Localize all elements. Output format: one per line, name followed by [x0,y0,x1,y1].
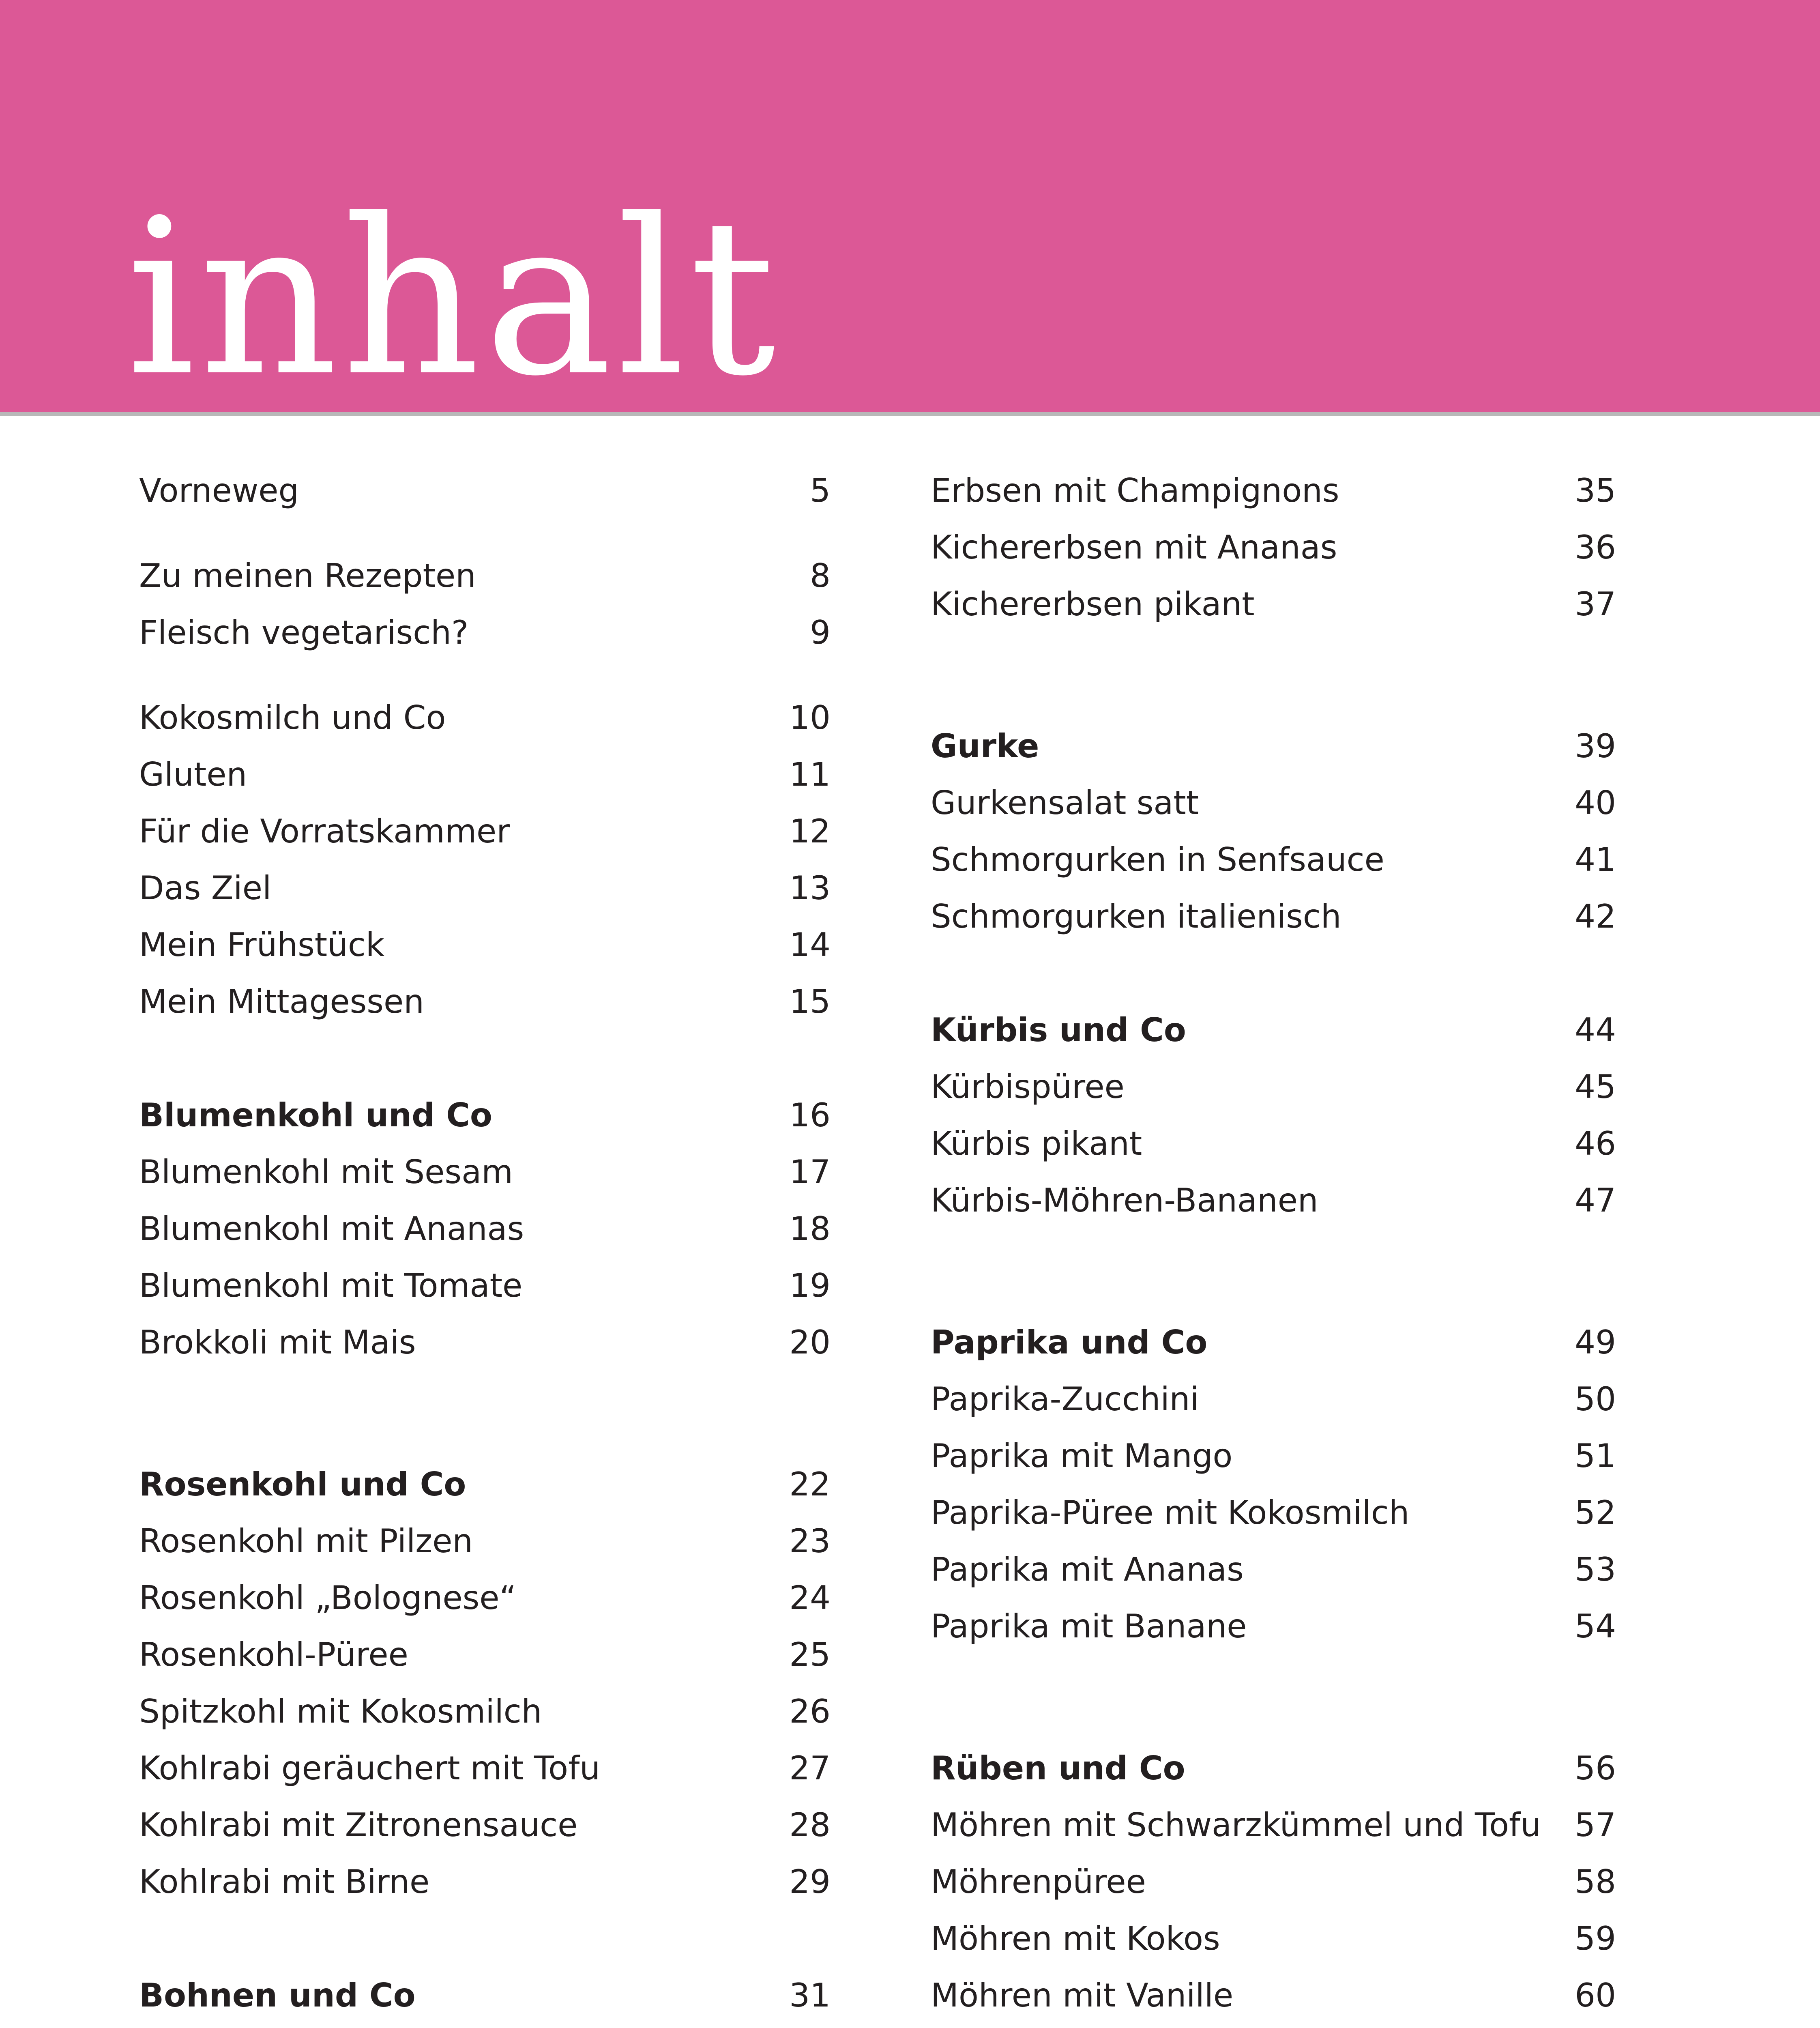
toc-entry-page: 53 [1575,1551,1616,1588]
toc-entry [931,1969,1616,2022]
toc-entry-title: Gluten [139,756,247,793]
toc-entry-page: 54 [1575,1607,1616,1645]
toc-entry-title: Spitzkohl mit Kokosmilch [139,1693,542,1730]
toc-entry-title: Blumenkohl mit Tomate [139,1267,523,1304]
toc-entry-title: Rosenkohl und Co [139,1465,466,1503]
toc-entry-title: Mein Mittagessen [139,983,424,1020]
toc-section-heading [931,1742,1616,1795]
toc-entry-title: Brokkoli mit Mais [139,1323,416,1361]
toc-entry-page: 22 [789,1465,831,1503]
toc-entry-page: 56 [1575,1749,1616,1787]
toc-entry-page: 10 [789,699,831,737]
toc-entry-page: 49 [1575,1323,1616,1361]
toc-entry-title: Paprika und Co [931,1323,1208,1361]
toc-entry-title: Rosenkohl-Püree [139,1636,408,1674]
toc-entry-page: 40 [1575,784,1616,822]
toc-entry-title: Paprika mit Banane [931,1607,1247,1645]
toc-entry [931,578,1616,631]
toc-entry-page: 60 [1575,1976,1616,2014]
toc-entry-page: 45 [1575,1068,1616,1106]
toc-entry-page: 57 [1575,1806,1616,1844]
toc-entry-title: Gurke [931,727,1039,765]
toc-entry-title: Fleisch vegetarisch? [139,614,469,651]
toc-entry-title: Zu meinen Rezepten [139,557,476,595]
toc-entry-title: Möhren mit Kokos [931,1920,1220,1957]
toc-entry-page: 58 [1575,1863,1616,1901]
toc-entry-page [1575,2026,1616,2028]
toc-entry [931,1117,1616,1170]
toc-entry-title: Kichererbsen mit Ananas [931,528,1337,566]
toc-entry-title: Mein Frühstück [139,926,385,964]
toc-entry-page: 12 [789,812,831,850]
toc-entry [931,777,1616,829]
toc-entry-page: 9 [810,614,831,651]
toc-entry-title: Blumenkohl mit Sesam [139,1153,513,1191]
page-title: inhalt [127,173,780,416]
toc-entry-page: 50 [1575,1380,1616,1418]
toc-section-heading [931,1004,1616,1057]
toc-entry-title: Kürbis und Co [931,1011,1186,1049]
toc-entry-page: 25 [789,1636,831,1674]
toc-entry [931,1174,1616,1227]
toc-entry-page: 11 [789,756,831,793]
toc-entry-title: Kürbis-Möhren-Bananen [931,1182,1318,1219]
toc-entry-title: Kohlrabi geräuchert mit Tofu [139,1749,600,1787]
toc-entry-page: 35 [1575,472,1616,509]
toc-entry-title: Das Ziel [139,869,272,907]
toc-entry-title: Kürbis pikant [931,1125,1142,1162]
toc-entry-page: 15 [789,983,831,1020]
toc-entry-title: Paprika mit Ananas [931,1551,1244,1588]
toc-entry-page: 37 [1575,585,1616,623]
toc-entry-page: 42 [1575,898,1616,935]
toc-entry [931,464,1616,517]
toc-entry-page: 24 [789,1579,831,1617]
toc-entry-title: Möhren mit Schwarzkümmel und Tofu [931,1806,1541,1844]
toc-entry-page: 36 [1575,528,1616,566]
toc-entry-page: 18 [789,1210,831,1248]
toc-entry-page: 41 [1575,841,1616,879]
toc-entry-page: 39 [1575,727,1616,765]
toc-entry-title: Möhren mit Vanille [931,1976,1234,2014]
toc-entry-page: 19 [789,1267,831,1304]
toc-entry-title: Gurkensalat satt [931,784,1199,822]
toc-entry [931,1487,1616,1539]
toc-entry-page: 28 [789,1806,831,1844]
toc-entry [931,1543,1616,1596]
toc-entry-title [931,2026,1339,2028]
toc-entry-page: 27 [789,1749,831,1787]
toc-entry-title: Blumenkohl mit Ananas [139,1210,524,1248]
toc-entry-page: 52 [1575,1494,1616,1532]
toc-entry-page: 44 [1575,1011,1616,1049]
toc-entry-page: 26 [789,1693,831,1730]
toc-entry [931,1430,1616,1482]
toc-entry-title: Vorneweg [139,472,299,509]
toc-entry [931,1856,1616,1908]
toc-entry-title: Kohlrabi mit Birne [139,1863,430,1901]
toc-entry-page: 47 [1575,1182,1616,1219]
toc-entry [931,1373,1616,1426]
toc-entry-title: Schmorgurken italienisch [931,898,1341,935]
toc-entry-title: Bohnen und Co [139,1976,416,2014]
toc-entry-title: Rosenkohl mit Pilzen [139,1522,473,1560]
toc-entry-title: Schmorgurken in Senfsauce [931,841,1384,879]
toc-entry-title: Paprika-Püree mit Kokosmilch [931,1494,1410,1532]
toc-entry-page: 17 [789,1153,831,1191]
toc-entry-page: 20 [789,1323,831,1361]
toc-entry [931,2026,1616,2028]
toc-entry-title: Kichererbsen pikant [931,585,1255,623]
toc-entry-title: Rosenkohl „Bolognese“ [139,1579,516,1617]
toc-entry-title: Erbsen mit Champignons [931,472,1339,509]
toc-entry [931,1912,1616,1965]
toc-entry-title: Paprika mit Mango [931,1437,1233,1475]
toc-entry [931,1600,1616,1653]
toc-section-heading [931,720,1616,773]
toc-entry-title: Für die Vorratskammer [139,812,510,850]
toc-entry-page: 29 [789,1863,831,1901]
toc-entry-title: Kürbispüree [931,1068,1125,1106]
toc-entry-page: 8 [810,557,831,595]
toc-entry-page: 16 [789,1096,831,1134]
toc-entry-page: 5 [810,472,831,509]
toc-entry [931,890,1616,943]
toc-entry-page: 13 [789,869,831,907]
toc-entry-title: Rüben und Co [931,1749,1185,1787]
toc-entry-title: Kohlrabi mit Zitronensauce [139,1806,578,1844]
toc-entry [931,1061,1616,1113]
toc-section-heading [931,1316,1616,1369]
toc-entry-page: 59 [1575,1920,1616,1957]
toc-entry-page: 14 [789,926,831,964]
toc-entry-page: 23 [789,1522,831,1560]
toc-entry-title: Kokosmilch und Co [139,699,446,737]
toc-entry-page: 46 [1575,1125,1616,1162]
toc-entry-title: Paprika-Zucchini [931,1380,1199,1418]
toc-entry-title: Möhrenpüree [931,1863,1146,1901]
toc-entry-title: Blumenkohl und Co [139,1096,492,1134]
toc-entry-page: 31 [789,1976,831,2014]
toc-entry [931,1799,1616,1852]
toc-entry [931,834,1616,886]
toc-entry [931,521,1616,574]
toc-entry-page: 51 [1575,1437,1616,1475]
